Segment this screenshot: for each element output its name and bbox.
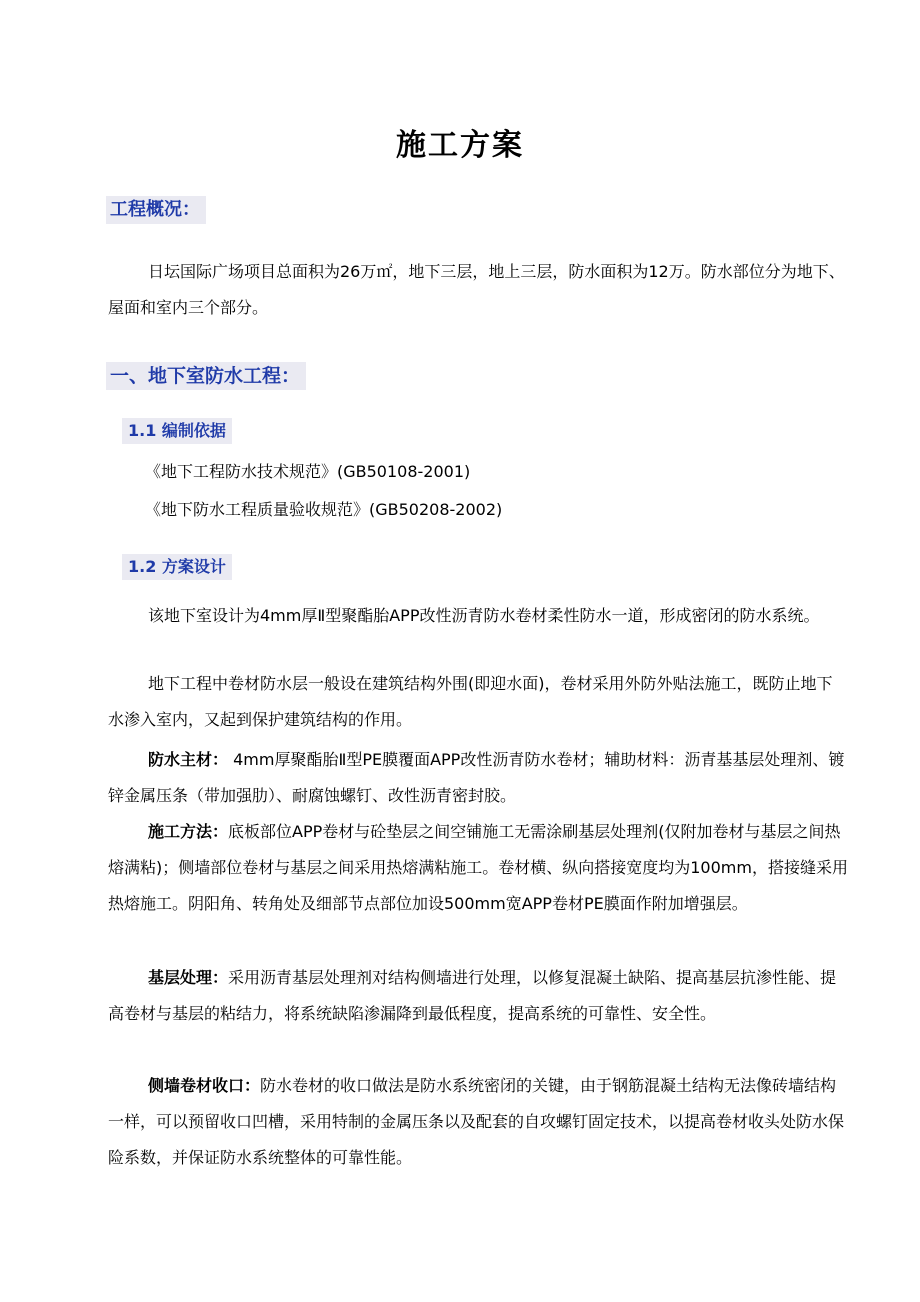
base-treatment-text: 采用沥青基层处理剂对结构侧墙进行处理，以修复混凝土缺陷、提高基层抗渗性能、提高卷材与基层的粘结力，将系统缺陷渗漏降到最低程度，提高系统的可靠性、安全性。 bbox=[108, 968, 837, 1023]
document-title: 施工方案 bbox=[396, 128, 524, 163]
method-paragraph bbox=[108, 814, 848, 922]
subsection-1-2-heading: 1.2 方案设计 bbox=[122, 554, 232, 580]
reference-standard-1: 《地下工程防水技术规范》(GB50108-2001) bbox=[145, 462, 471, 481]
edge-closure-paragraph bbox=[108, 1068, 848, 1176]
materials-text: 4mm厚聚酯胎Ⅱ型PE膜覆面APP改性沥青防水卷材；辅助材料：沥青基基层处理剂、镀锌金属压条（带加强肋）、耐腐蚀螺钉、改性沥青密封胶。 bbox=[108, 750, 845, 805]
materials-label: 防水主材： bbox=[148, 750, 229, 769]
method-label: 施工方法： bbox=[148, 822, 229, 841]
edge-closure-label: 侧墙卷材收口： bbox=[148, 1076, 261, 1095]
method-text: 底板部位APP卷材与砼垫层之间空铺施工无需涂刷基层处理剂(仅附加卷材与基层之间热熔满粘)；侧墙部位卷材与基层之间采用热熔满粘施工。卷材横、纵向搭接宽度均为100mm，搭接缝采用热熔施工。阴阳角、转角处及细部节点部位加设500mm宽APP卷材PE膜面作附加增强层。 bbox=[108, 822, 848, 913]
section-1-heading: 一、地下室防水工程： bbox=[106, 362, 306, 390]
base-treatment-label: 基层处理： bbox=[148, 968, 229, 987]
edge-closure-text: 防水卷材的收口做法是防水系统密闭的关键，由于钢筋混凝土结构无法像砖墙结构一样，可以预留收口凹槽，采用特制的金属压条以及配套的自攻螺钉固定技术，以提高卷材收头处防水保险系数，并保证防水系统整体的可靠性能。 bbox=[108, 1076, 845, 1167]
base-treatment-paragraph bbox=[108, 960, 848, 1032]
materials-paragraph bbox=[108, 742, 848, 814]
design-paragraph-1: 该地下室设计为4mm厚Ⅱ型聚酯胎APP改性沥青防水卷材柔性防水一道，形成密闭的防水系统。 bbox=[148, 606, 820, 625]
design-paragraph-2: 地下工程中卷材防水层一般设在建筑结构外围(即迎水面)，卷材采用外防外贴法施工，既防止地下水渗入室内，又起到保护建筑结构的作用。 bbox=[108, 674, 833, 729]
reference-standard-2: 《地下防水工程质量验收规范》(GB50208-2002) bbox=[145, 500, 503, 519]
subsection-1-1-heading: 1.1 编制依据 bbox=[122, 418, 232, 444]
overview-paragraph: 日坛国际广场项目总面积为26万㎡，地下三层，地上三层，防水面积为12万。防水部位分为地下、屋面和室内三个部分。 bbox=[108, 262, 845, 317]
overview-heading: 工程概况： bbox=[106, 196, 206, 224]
